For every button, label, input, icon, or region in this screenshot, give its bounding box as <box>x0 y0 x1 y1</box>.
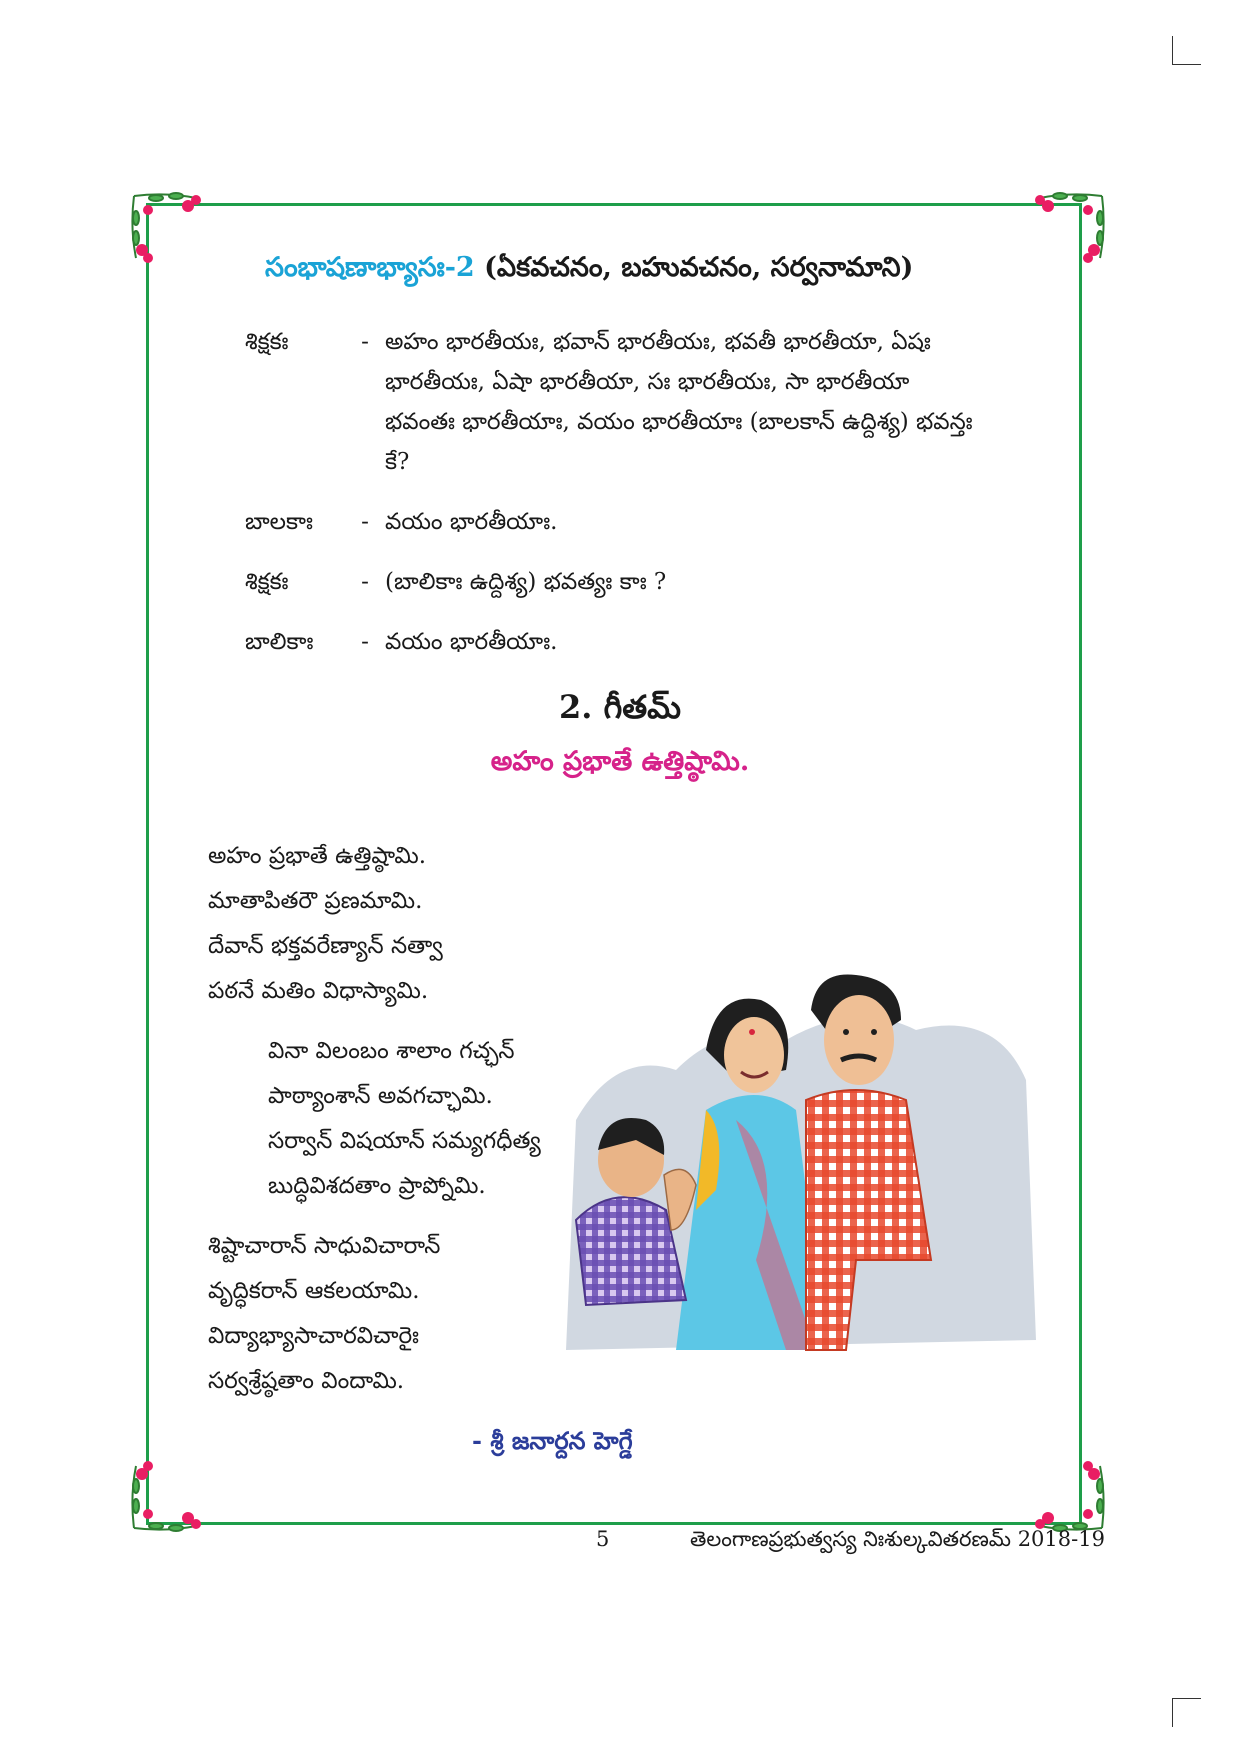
poem-stanza-3 <box>208 1224 440 1404</box>
dialogue-row <box>245 562 985 602</box>
dialogue-text: వయం భారతీయాః. <box>385 629 558 655</box>
poem-line: అహం ప్రభాతే ఉత్తిష్ఠామి. <box>208 843 427 869</box>
dialogue-row <box>245 622 985 662</box>
poem-line: దేవాన్ భక్తవరేణ్యాన్ నత్వా <box>208 933 443 959</box>
speaker: శిక్షకః <box>245 569 289 595</box>
section-heading <box>265 252 913 290</box>
poem-line: వృద్ధికరాన్ ఆకలయామి. <box>208 1278 420 1304</box>
poem-line: పాఠ్యాంశాన్ అవగచ్ఛామి. <box>268 1083 493 1109</box>
dash: - <box>361 629 369 655</box>
poem-stanza-2 <box>268 1029 541 1209</box>
dialogue-text: (బాలికాః ఉద్దిశ్య) భవత్యః కాః ? <box>385 569 667 595</box>
speaker: బాలికాః <box>245 629 314 655</box>
author-credit: - శ్రీ జనార్దన హెగ్డే <box>472 1426 633 1455</box>
dash: - <box>361 509 369 535</box>
dash: - <box>361 569 369 595</box>
dialogue-row <box>245 322 985 482</box>
poem-line: వినా విలంబం శాలాం గచ్ఛన్ <box>268 1038 515 1064</box>
speaker: శిక్షకః <box>245 329 289 355</box>
poem-stanza-1 <box>208 834 443 1014</box>
section-title: సంభాషణాభ్యాసః-2 <box>265 252 475 283</box>
poem-line: సర్వాన్ విషయాన్ సమ్యగధీత్య <box>268 1128 541 1154</box>
poem-line: పఠనే మతిం విధాస్యామి. <box>208 978 429 1004</box>
crop-mark-bottom <box>1172 1698 1201 1727</box>
section-subtitle: (ఏకవచనం, బహువచనం, సర్వనామాని) <box>484 252 914 283</box>
poem-line: విద్యాభ్యాసాచారవిచారైః <box>208 1323 419 1349</box>
page-number: 5 <box>596 1527 610 1551</box>
footer-note: తెలంగాణప్రభుత్వస్య నిఃశుల్కవితరణమ్ 2018-19 <box>690 1527 1105 1551</box>
dialogue-row <box>245 502 985 542</box>
crop-mark-top <box>1172 36 1201 65</box>
poem-line: శిష్టాచారాన్ సాధువిచారాన్ <box>208 1233 441 1259</box>
dialogue <box>245 322 985 682</box>
flower-corner-icon <box>126 1436 226 1536</box>
poem-line: సర్వశ్రేష్ఠతాం విందామి. <box>208 1368 405 1394</box>
flower-corner-icon <box>1010 188 1110 288</box>
dialogue-text: వయం భారతీయాః. <box>385 509 558 535</box>
speaker: బాలకాః <box>245 509 313 535</box>
lesson-subtitle: అహం ప్రభాతే ఉత్తిష్ఠామి. <box>490 746 750 777</box>
poem-line: బుద్ధివిశదతాం ప్రాప్నోమి. <box>268 1173 486 1199</box>
poem-line: మాతాపితరౌ ప్రణమామి. <box>208 888 423 914</box>
lesson-title: 2. గీతమ్ <box>559 688 681 726</box>
dialogue-text: అహం భారతీయః, భవాన్ భారతీయః, భవతీ భారతీయా, ఏషః భారతీయః, ఏషా భారతీయా, సః భారతీయః, సా భారతీయా భవంతః భారతీయాః, వయం భారతీయాః (బాలకాన్ ఉద్దిశ్య) భవన్తః కే? <box>385 329 973 475</box>
dash: - <box>361 329 369 355</box>
flower-corner-icon <box>126 188 226 288</box>
flower-corner-icon <box>1010 1436 1110 1536</box>
family-illustration <box>556 960 1040 1360</box>
